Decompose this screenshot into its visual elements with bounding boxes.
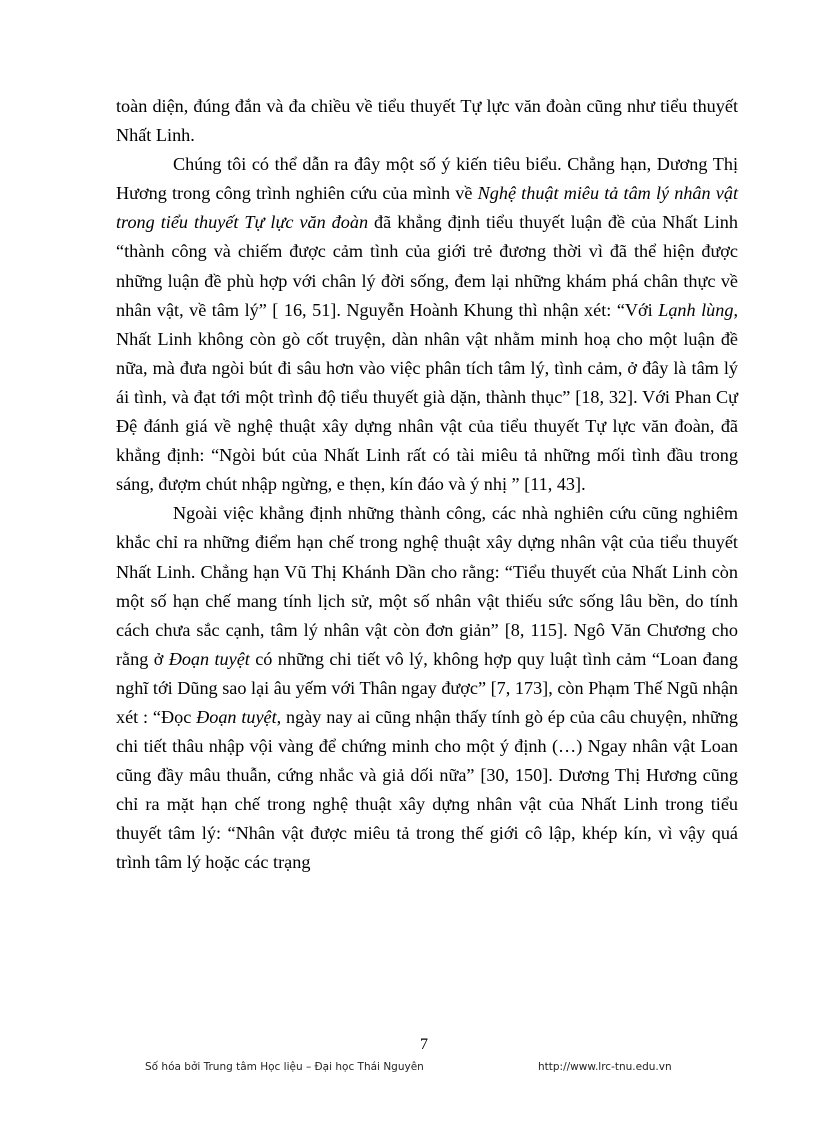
italic-title: Nghệ thuật miêu tả tâm lý nhân vật trong tiểu thuyết Tự lực văn đoàn: [116, 183, 738, 233]
text-run: toàn diện, đúng đắn và đa chiều về tiểu thuyết Tự lực văn đoàn cũng như tiểu thuyết Nhất Linh.: [116, 96, 738, 146]
text-run: có những chi tiết vô lý, không hợp quy luật tình cảm “Loan đang nghĩ tới Dũng sao lại âu yếm với Thân ngay được” [7, 173], còn Phạm Thế Ngũ nhận xét : “Đọc: [116, 648, 738, 727]
footer-source: Số hóa bởi Trung tâm Học liệu – Đại học Thái Nguyên: [145, 1061, 424, 1073]
body-text: [116, 92, 738, 878]
text-run: Ngoài việc khẳng định những thành công, các nhà nghiên cứu cũng nghiêm khắc chỉ ra những điểm hạn chế trong nghệ thuật xây dựng nhân vật của tiểu thuyết Nhất Linh. Chẳng hạn Vũ Thị Khánh Dần cho rằng: “Tiểu thuyết của Nhất Linh còn một số hạn chế mang tính lịch sử, một số nhân vật thiếu sức sống lâu bền, do tính cách chưa sắc cạnh, tâm lý nhân vật còn đơn giản” [8, 115]. Ngô Văn Chương cho rằng ở: [116, 503, 738, 669]
page-number: 7: [420, 1036, 428, 1053]
paragraph: [116, 499, 738, 877]
footer-url[interactable]: http://www.lrc-tnu.edu.vn: [538, 1061, 672, 1073]
paragraph: [116, 150, 738, 499]
text-run: , ngày nay ai cũng nhận thấy tính gò ép của câu chuyện, những chi tiết thâu nhập vội vàng để chứng minh cho một ý định (…) Ngay nhân vật Loan cũng đầy mâu thuẫn, cứng nhắc và giả dối nữa” [30, 150]. Dương Thị Hương cũng chỉ ra mặt hạn chế trong nghệ thuật xây dựng nhân vật của Nhất Linh trong tiểu thuyết tâm lý: “Nhân vật được miêu tả trong thế giới cô lập, khép kín, vì vậy quá trình tâm lý hoặc các trạng: [116, 706, 738, 873]
text-run: Chúng tôi có thể dẫn ra đây một số ý kiến tiêu biểu. Chẳng hạn, Dương Thị Hương trong công trình nghiên cứu của mình về: [116, 154, 738, 204]
text-run: , Nhất Linh không còn gò cốt truyện, dàn nhân vật nhằm minh hoạ cho một luận đề nữa, mà đưa ngòi bút đi sâu hơn vào việc phân tích tâm lý, tình cảm, ở đây là tâm lý ái tình, và đạt tới một trình độ tiểu thuyết già dặn, thành thục” [18, 32]. Với Phan Cự Đệ đánh giá về nghệ thuật xây dựng nhân vật của tiểu thuyết Tự lực văn đoàn, đã khẳng định: “Ngòi bút của Nhất Linh rất có tài miêu tả những mối tình đầu trong sáng, đượm chút nhập ngừng, e thẹn, kín đáo và ý nhị ” [11, 43].: [116, 299, 738, 495]
italic-title: Đoạn tuyệt: [168, 648, 250, 669]
italic-title: Đoạn tuyệt: [196, 706, 277, 727]
italic-title: Lạnh lùng: [658, 299, 734, 320]
text-run: đã khẳng định tiểu thuyết luận đề của Nhất Linh “thành công và chiếm được cảm tình của giới trẻ đương thời vì đã thể hiện được những luận đề phù hợp với chân lý đời sống, đem lại những khám phá chân thực về nhân vật, về tâm lý” [ 16, 51]. Nguyễn Hoành Khung thì nhận xét: “Với: [116, 212, 738, 320]
paragraph: [116, 92, 738, 150]
